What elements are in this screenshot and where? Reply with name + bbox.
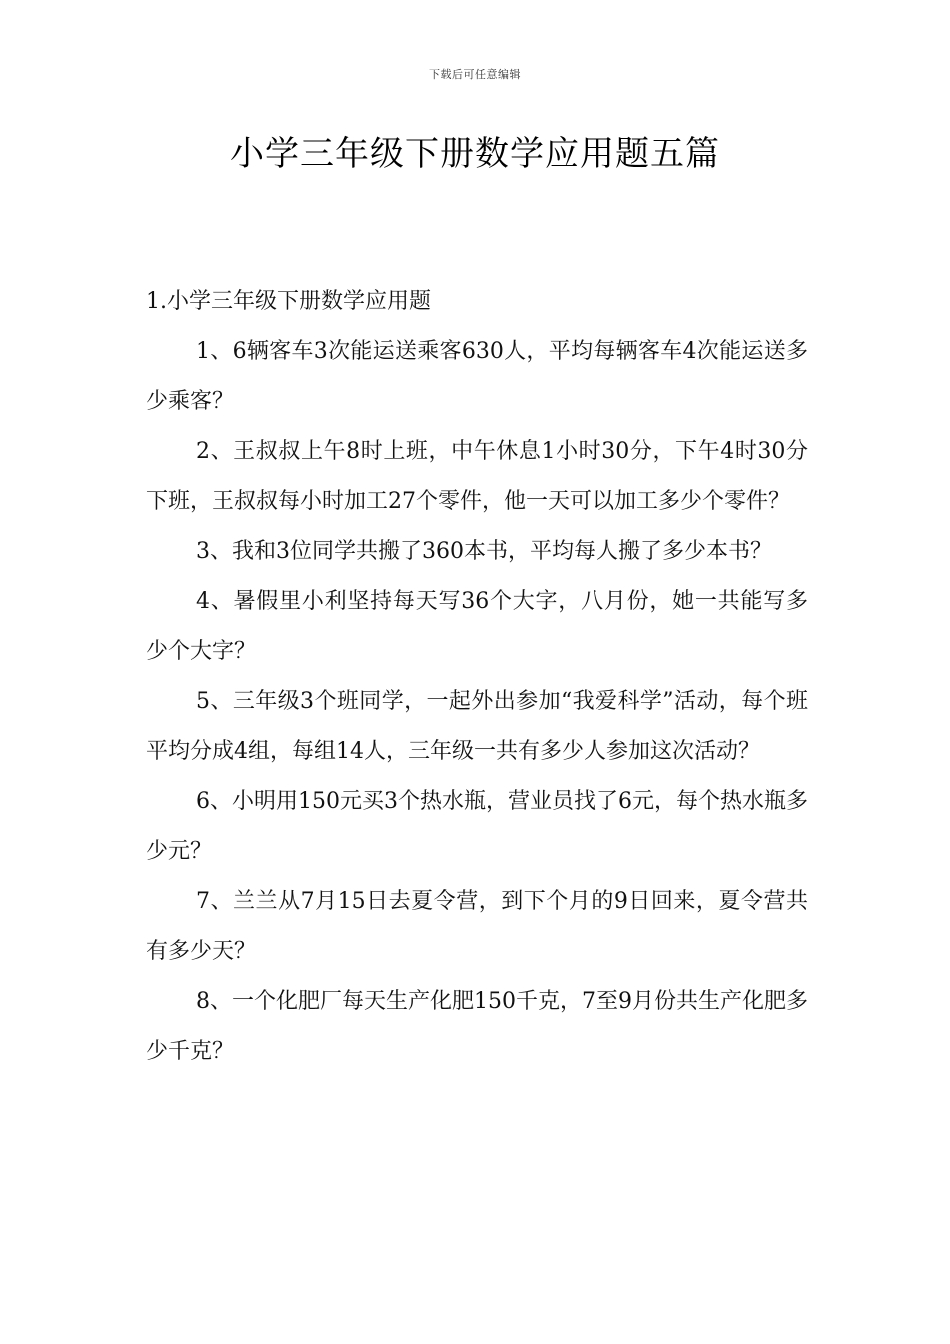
header-note: 下载后可任意编辑 <box>429 68 521 81</box>
question-5: 5、三年级3个班同学，一起外出参加“我爱科学”活动，每个班平均分成4组，每组14人，三年级一共有多少人参加这次活动？ <box>146 689 808 764</box>
question-1: 1、6辆客车3次能运送乘客630人，平均每辆客车4次能运送多少乘客？ <box>146 339 808 414</box>
question-3: 3、我和3位同学共搬了360本书，平均每人搬了多少本书？ <box>196 539 772 564</box>
document-body <box>146 277 808 1077</box>
question-2: 2、王叔叔上午8时上班，中午休息1小时30分，下午4时30分下班，王叔叔每小时加工27个零件，他一天可以加工多少个零件？ <box>146 439 808 514</box>
question-6: 6、小明用150元买3个热水瓶，营业员找了6元，每个热水瓶多少元？ <box>146 789 808 864</box>
question-4: 4、暑假里小利坚持每天写36个大字，八月份，她一共能写多少个大字？ <box>146 589 808 664</box>
document-title: 小学三年级下册数学应用题五篇 <box>230 134 720 174</box>
question-8: 8、一个化肥厂每天生产化肥150千克，7至9月份共生产化肥多少千克？ <box>146 989 808 1064</box>
section-heading: 1.小学三年级下册数学应用题 <box>146 289 431 314</box>
question-7: 7、兰兰从7月15日去夏令营，到下个月的9日回来，夏令营共有多少天？ <box>146 889 808 964</box>
